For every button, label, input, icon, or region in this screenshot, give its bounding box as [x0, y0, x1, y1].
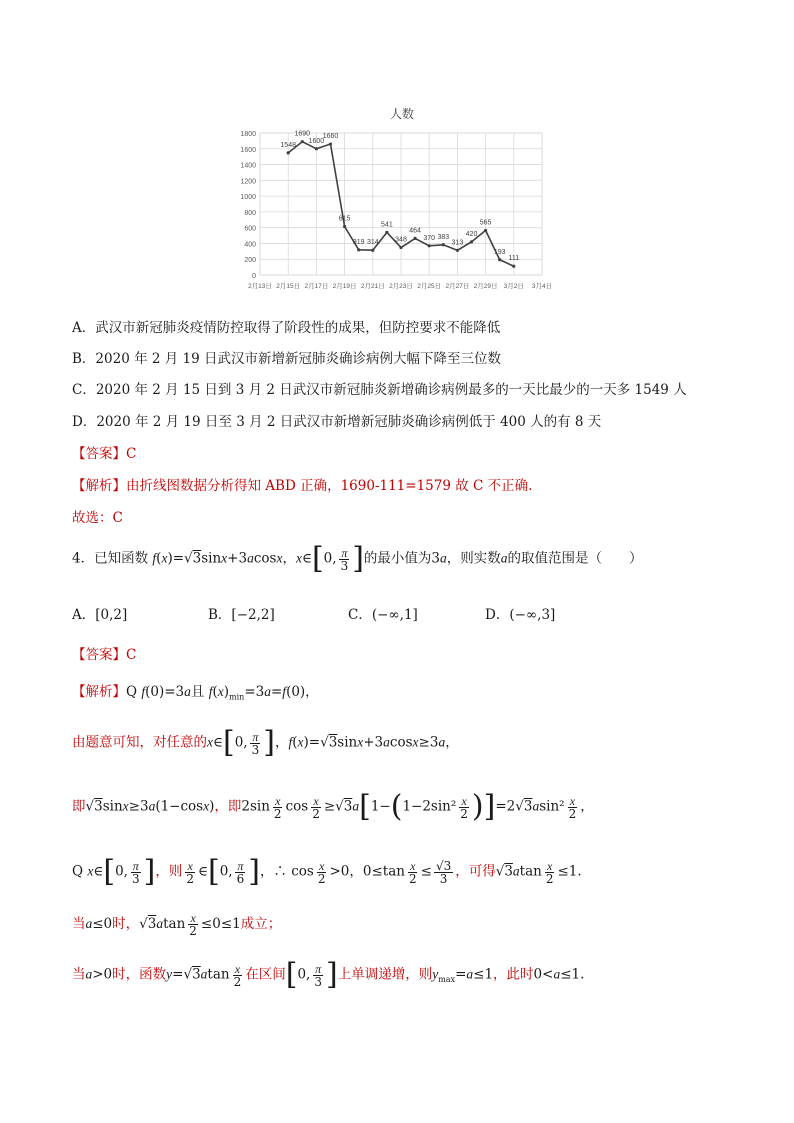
data-point — [385, 231, 388, 234]
data-label: 383 — [437, 233, 450, 241]
data-label: 111 — [508, 255, 520, 263]
data-label: 313 — [451, 239, 464, 247]
data-label: 1600 — [308, 137, 325, 145]
data-point — [343, 225, 346, 228]
y-tick-label: 1000 — [240, 194, 256, 202]
x-tick-label: 2月21日 — [360, 283, 385, 290]
x-tick-label: 3月4日 — [531, 283, 553, 290]
x-tick-label: 3月2日 — [503, 283, 524, 290]
q3-option-c: C．2020 年 2 月 15 日到 3 月 2 日武汉市新冠肺炎新增确诊病例最多的一天比最少的一天多 1549 人 — [72, 382, 687, 398]
analysis-tag: 【解析】 — [72, 478, 126, 494]
chart-title: 人数 — [389, 107, 415, 121]
q4-analysis-line-5: 当a≤0时，√3atan $\frac{x}{2}$ ≤0≤1成立； — [72, 911, 282, 938]
answer-tag: 【答案】 — [72, 446, 126, 462]
data-label: 1690 — [294, 130, 311, 138]
data-label: 615 — [338, 215, 351, 223]
data-point — [414, 237, 417, 240]
x-tick-label: 2月25日 — [417, 283, 442, 290]
data-label: 1660 — [322, 133, 339, 141]
q4-analysis-line-2: 由题意可知，对任意的x∈[0, $\frac{\pi}{3}$ ]，f(x)=√3sinx+3acosx≥3a， — [72, 725, 459, 760]
data-point — [287, 151, 290, 154]
answer-value: C — [126, 446, 137, 462]
data-label: 420 — [465, 230, 478, 238]
y-tick-label: 400 — [244, 241, 256, 249]
q3-analysis — [72, 474, 532, 494]
data-label: 314 — [366, 239, 379, 247]
q4-option-b: B．[−2,2] — [208, 607, 275, 623]
q3-answer — [72, 442, 136, 462]
data-label: 348 — [395, 236, 407, 244]
q4-answer: 【答案】C — [72, 647, 137, 663]
q3-option-a: A．武汉市新冠肺炎疫情防控取得了阶段性的成果，但防控要求不能降低 — [72, 320, 501, 336]
data-point — [357, 248, 360, 251]
data-label: 193 — [493, 248, 506, 256]
data-point — [399, 246, 402, 249]
data-point — [456, 249, 459, 252]
analysis-text: 由折线图数据分析得知 ABD 正确，1690-111=1579 故 C 不正确. — [126, 478, 533, 494]
y-tick-label: 1800 — [240, 131, 256, 138]
x-tick-label: 2月27日 — [445, 283, 470, 290]
data-point — [428, 244, 431, 247]
data-point — [512, 265, 515, 268]
y-tick-label: 200 — [244, 257, 256, 265]
y-tick-label: 1200 — [240, 178, 256, 186]
q4-option-d: D．(−∞,3] — [485, 607, 556, 623]
data-point — [498, 258, 501, 261]
x-axis-ticks — [248, 282, 552, 290]
data-point — [301, 140, 304, 143]
y-tick-label: 1400 — [240, 162, 256, 170]
q4-stem: 4．已知函数 f(x)=√3sinx+3acosx，x∈[0, $\frac{\pi}{3}$ ]的最小值为3a，则实数a的取值范围是（ ） — [72, 541, 643, 576]
data-point — [470, 240, 473, 243]
x-tick-label: 2月17日 — [304, 283, 329, 290]
q4-analysis-line-3: 即√3sinx≥3a(1−cosx)，即2sin $\frac{x}{2}$ cos $\frac{x}{2}$ ≥√3a[1−(1−2sin² $\frac{x}{2}$ )]=2√3asin² $\frac{x}{2}$ ， — [72, 789, 594, 824]
data-label: 565 — [479, 219, 492, 227]
data-point — [442, 243, 445, 246]
y-tick-label: 600 — [244, 225, 256, 233]
q4-analysis-line-4: Q x∈[0, $\frac{\pi}{3}$ ]，则 $\frac{x}{2}$ ∈[0, $\frac{\pi}{6}$ ]，∴ cos $\frac{x}{2}$ >0，0≤tan $\frac{x}{2}$ ≤ $\frac{√3}{3}$ ，可得√3atan $\frac{x}{2}$ ≤1. — [72, 854, 582, 889]
data-label: 319 — [352, 238, 365, 246]
y-tick-label: 1600 — [240, 146, 256, 154]
data-label: 370 — [423, 234, 436, 242]
x-tick-label: 2月23日 — [389, 283, 413, 290]
y-axis-ticks — [240, 131, 256, 280]
q4-analysis-line-1: 【解析】Q f(0)=3a且 $f(x)_{min}=3a=f(0)$， — [72, 684, 319, 702]
q4-option-c: C．(−∞,1] — [348, 607, 418, 623]
y-tick-label: 0 — [252, 273, 256, 280]
x-tick-label: 2月15日 — [276, 283, 301, 290]
data-point — [484, 229, 487, 232]
data-label: 541 — [381, 221, 393, 229]
data-point — [371, 249, 374, 252]
x-tick-label: 2月19日 — [332, 283, 357, 290]
q4-analysis-line-6: 当a>0时，函数y=√3atan $\frac{x}{2}$ 在区间[0, $\frac{\pi}{3}$ ]上单调递增，则$y_{max}=a\le 1$，此时0<a≤1. — [72, 957, 585, 992]
y-tick-label: 800 — [244, 209, 256, 217]
q3-option-d: D．2020 年 2 月 19 日至 3 月 2 日武汉市新增新冠肺炎确诊病例低于 400 人的有 8 天 — [72, 414, 602, 430]
data-point — [315, 147, 318, 150]
data-label: 464 — [409, 227, 421, 235]
line-chart — [230, 100, 560, 295]
data-point — [329, 142, 332, 145]
x-tick-label: 2月29日 — [473, 283, 498, 290]
data-label: 1548 — [280, 141, 296, 149]
q4-option-a: A．[0,2] — [72, 607, 128, 623]
q3-conclusion: 故选：C — [72, 510, 123, 526]
q3-option-b: B．2020 年 2 月 19 日武汉市新增新冠肺炎确诊病例大幅下降至三位数 — [72, 351, 501, 367]
x-tick-label: 2月13日 — [248, 283, 272, 290]
